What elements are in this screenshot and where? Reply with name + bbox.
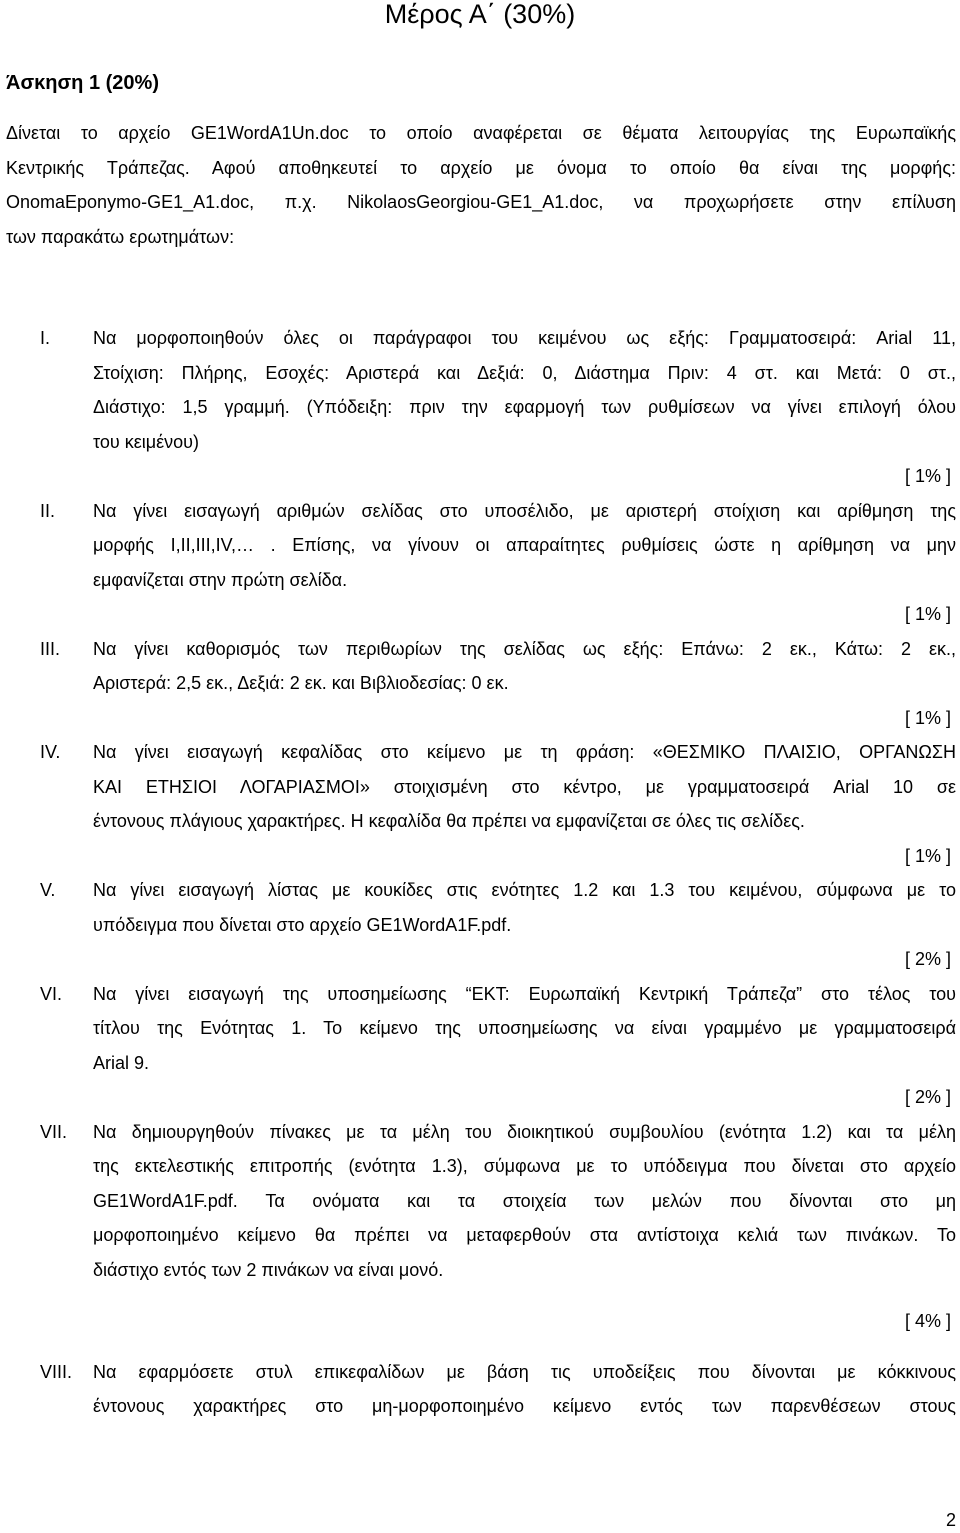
task-line: Να γίνει εισαγωγή κεφαλίδας στο κείμενο με τη φράση: «ΘΕΣΜΙΚΟ ΠΛΑΙΣΙΟ, ΟΡΓΑΝΩΣΗ <box>93 742 956 762</box>
task-line: μορφοποιημένο κείμενο θα πρέπει να μεταφερθούν στα αντίστοιχα κελιά των πινάκων. Το <box>93 1225 956 1245</box>
task-text <box>93 1115 956 1339</box>
task-number: IV. <box>40 742 61 762</box>
task-line: Να γίνει καθορισμός των περιθωρίων της σελίδας ως εξής: Επάνω: 2 εκ., Κάτω: 2 εκ., <box>93 638 956 659</box>
task-line: Να δημιουργηθούν πίνακες με τα μέλη του διοικητικού συμβουλίου (ενότητα 1.2) και τα μέλη <box>93 1121 956 1142</box>
task-number: I. <box>40 328 51 348</box>
intro-line: OnomaEponymo-GE1_A1.doc, π.χ. NikolaosGeorgiou-GE1_A1.doc, να προχωρήσετε στην επίλυση <box>6 192 956 212</box>
points-badge: [ 1% ] <box>904 845 951 866</box>
points-badge: [ 2% ] <box>904 1087 951 1107</box>
task-line: μορφής I,II,III,IV,… . Επίσης, να γίνουν οι απαραίτητες ρυθμίσεις ώστε η αρίθμηση να μην <box>93 535 956 555</box>
task-text <box>93 1355 956 1424</box>
task-number: V. <box>40 880 56 900</box>
task-line: εμφανίζεται στην πρώτη σελίδα. <box>93 569 348 590</box>
task-line: Στοίχιση: Πλήρης, Εσοχές: Αριστερά και Δεξιά: 0, Διάστημα Πριν: 4 στ. και Μετά: 0 στ., <box>93 362 956 383</box>
task-line: της εκτελεστικής επιτροπής (ενότητα 1.3), σύμφωνα με το υπόδειγμα που δίνεται στο αρχείο <box>93 1156 956 1176</box>
task-text <box>93 632 956 736</box>
task-line: έντονους χαρακτήρες στο μη-μορφοποιημένο κείμενο εντός των παρενθέσεων στους <box>93 1396 956 1416</box>
task-line: Αριστερά: 2,5 εκ., Δεξιά: 2 εκ. και Βιβλιοδεσίας: 0 εκ. <box>93 673 509 693</box>
task-line: διάστιχο εντός των 2 πινάκων να είναι μονό. <box>93 1259 444 1280</box>
task-text <box>93 321 956 494</box>
task-item-viii <box>0 1355 960 1424</box>
task-line: του κειμένου) <box>93 431 199 452</box>
task-number: VI. <box>40 983 63 1004</box>
task-text <box>93 494 956 632</box>
task-line: ΚΑΙ ΕΤΗΣΙΟΙ ΛΟΓΑΡΙΑΣΜΟΙ» στοιχισμένη στο κέντρο, με γραμματοσειρά Arial 10 σε <box>93 776 956 797</box>
task-item-v <box>0 873 960 977</box>
intro-line: των παρακάτω ερωτημάτων: <box>6 226 235 247</box>
task-text <box>93 873 956 977</box>
task-line: Να γίνει εισαγωγή λίστας με κουκίδες στις ενότητες 1.2 και 1.3 του κειμένου, σύμφωνα με το <box>93 880 956 900</box>
task-line: Να γίνει εισαγωγή της υποσημείωσης “ΕΚΤ: Ευρωπαϊκή Κεντρική Τράπεζα” στο τέλος του <box>93 983 956 1004</box>
intro-line: Κεντρικής Τράπεζας. Αφού αποθηκευτεί το αρχείο με όνομα το οποίο θα είναι της μορφής: <box>6 157 956 178</box>
task-text <box>93 977 956 1115</box>
task-line: υπόδειγμα που δίνεται στο αρχείο GE1WordA1F.pdf. <box>93 914 512 935</box>
intro-line: Δίνεται το αρχείο GE1WordA1Un.doc το οποίο αναφέρεται σε θέματα λειτουργίας της Ευρωπαϊκής <box>6 123 956 143</box>
task-number: VIII. <box>40 1361 73 1382</box>
points-badge: [ 1% ] <box>904 604 951 624</box>
task-line: Να γίνει εισαγωγή αριθμών σελίδας στο υποσέλιδο, με αριστερή στοίχιση και αρίθμηση της <box>93 500 956 521</box>
points-badge: [ 1% ] <box>904 707 951 728</box>
page-number: 2 <box>945 1510 956 1530</box>
task-list <box>0 321 960 1424</box>
task-line: έντονους πλάγιους χαρακτήρες. Η κεφαλίδα θα πρέπει να εμφανίζεται σε όλες τις σελίδες. <box>93 811 805 831</box>
task-item-vii <box>0 1115 960 1339</box>
task-number: III. <box>40 638 61 659</box>
task-number: VII. <box>40 1121 68 1142</box>
task-line: Διάστιχο: 1,5 γραμμή. (Υπόδειξη: πριν την εφαρμογή των ρυθμίσεων να γίνει επιλογή όλου <box>93 397 956 417</box>
task-line: GE1WordA1F.pdf. Τα ονόματα και τα στοιχεία των μελών που δίνονται στο μη <box>93 1190 956 1211</box>
task-item-iv <box>0 735 960 873</box>
task-line: Να εφαρμόσετε στυλ επικεφαλίδων με βάση τις υποδείξεις που δίνονται με κόκκινους <box>93 1361 956 1382</box>
points-badge: [ 2% ] <box>904 949 951 969</box>
task-item-i <box>0 321 960 494</box>
points-badge: [ 1% ] <box>904 466 951 486</box>
task-line: Arial 9. <box>93 1052 150 1073</box>
exercise-heading: Άσκηση 1 (20%) <box>6 72 159 94</box>
intro-paragraph <box>6 116 956 254</box>
task-item-ii <box>0 494 960 632</box>
points-badge: [ 4% ] <box>904 1311 951 1331</box>
task-number: II. <box>40 500 56 521</box>
task-line: τίτλου της Ενότητας 1. Το κείμενο της υποσημείωσης να είναι γραμμένο με γραμματοσειρά <box>93 1018 956 1038</box>
task-line: Να μορφοποιηθούν όλες οι παράγραφοι του κειμένου ως εξής: Γραμματοσειρά: Arial 11, <box>93 328 956 348</box>
task-item-iii <box>0 632 960 736</box>
page-title: Μέρος Α΄ (30%) <box>384 0 576 29</box>
task-text <box>93 735 956 873</box>
task-item-vi <box>0 977 960 1115</box>
